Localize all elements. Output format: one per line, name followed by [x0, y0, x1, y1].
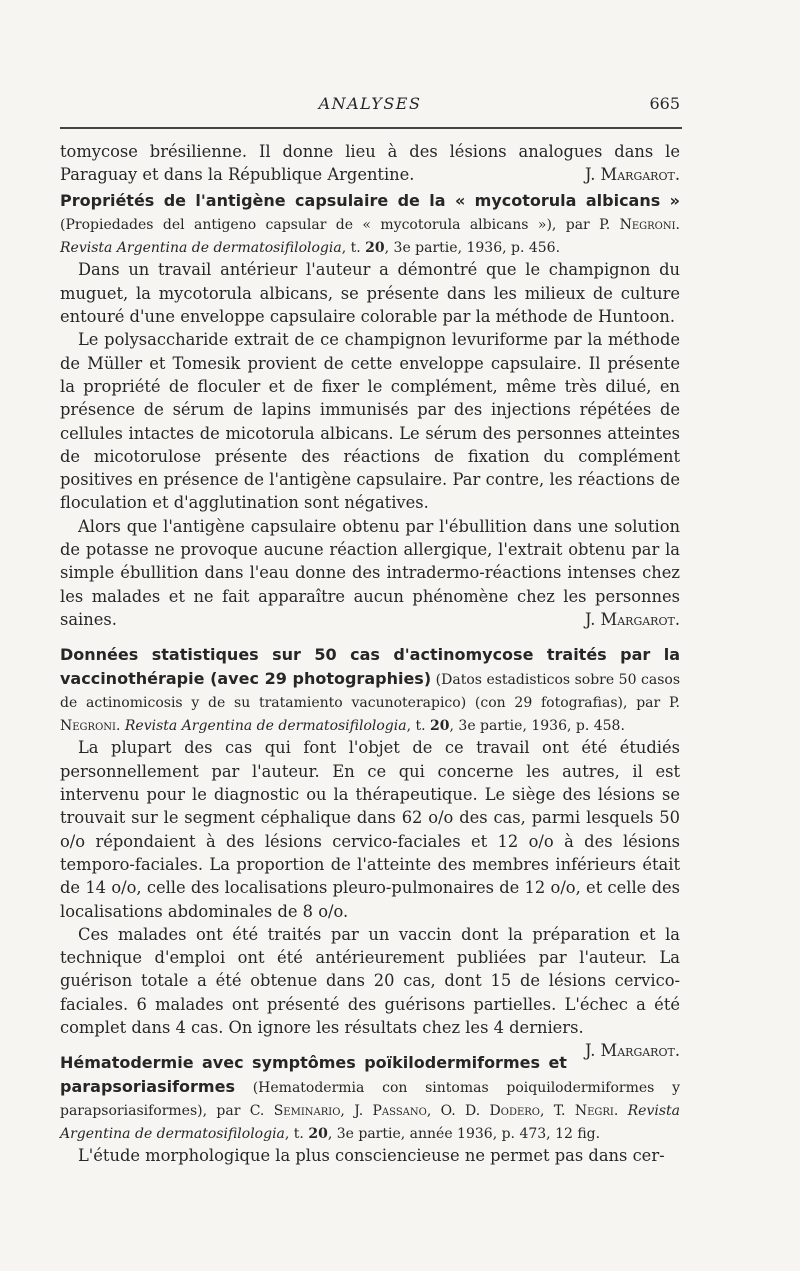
article-1-paragraph-1: Dans un travail antérieur l'auteur a démontré que le champignon du muguet, la mycotorula albicans, se présente dans les milieux de culture entouré d'une enveloppe capsulaire colorable par la méthode de Huntoon.: [60, 260, 680, 327]
article-1-heading: [60, 189, 680, 259]
article-2-title: Données statistiques sur 50 cas d'actinomycose traités par la vaccinothérapie (avec 29 photographies): [60, 645, 680, 688]
article-1-title: Propriétés de l'antigène capsulaire de la « mycotorula albicans »: [60, 190, 680, 210]
article-2-journal: Revista Argentina de dermatosifilologia: [124, 718, 407, 735]
article-3-paragraph-1: L'étude morphologique la plus consciencieuse ne permet pas dans cer-: [78, 1146, 665, 1166]
article-3-heading: [60, 1051, 680, 1144]
article-1-paragraph-2: Le polysaccharide extrait de ce champignon levuriforme par la méthode de Müller et Tomesik provient de cette enveloppe capsulaire. Il présente la propriété de floculer et de fixer le complément, même très dilué, en présence de sérum de lapins immunisés par des injections répétées de cellules intactes de micotorula albicans. Le sérum des personnes atteintes de micotorulose présente des réactions de fixation du complément positives en présence de l'antigène capsulaire. Par contre, les réactions de floculation et d'agglutination sont négatives.: [60, 330, 680, 513]
opening-signature: J. Margarot.: [584, 165, 680, 185]
article-2-ref-text: (Datos estadisticos sobre 50 casos de actinomicosis y de su tratamiento vacunoterapico) (con 29 fotografias), par: [60, 671, 681, 711]
article-1-ref-volume-prefix: , t.: [341, 240, 366, 257]
header-rule: [60, 127, 682, 129]
article-1-paragraph-3: [60, 515, 680, 631]
article-3-title: Hématodermie avec symptômes poïkilodermiformes et parapsoriasiformes: [60, 1053, 567, 1096]
running-title: ANALYSES: [318, 94, 422, 113]
article-3-ref-text: (Hematodermia con sintomas poiquilodermiformes y parapsoriasiformes), par: [60, 1079, 680, 1119]
article-2-ref-details: , 3e partie, 1936, p. 458.: [449, 718, 625, 735]
article-1-paragraph-3-text: Alors que l'antigène capsulaire obtenu par l'ébullition dans une solution de potasse ne provoque aucune réaction allergique, l'extrait obtenu par la simple ébullition dans l'eau donne des intradermo-réactions intenses chez les malades et ne fait apparaître aucun phénomène chez les personnes saines.: [60, 516, 680, 629]
article-1-volume: 20: [365, 240, 385, 257]
article-2-paragraph-2: [60, 923, 680, 1061]
opening-paragraph: [60, 140, 680, 187]
page-number: 665: [649, 94, 680, 113]
article-2-signature: J. Margarot.: [584, 1041, 680, 1061]
article-1-signature: J. Margarot.: [584, 609, 680, 629]
page-content: [60, 140, 680, 1168]
article-1-ref-text: (Propiedades del antigeno capsular de « mycotorula albicans »), par: [60, 216, 600, 233]
article-3-ref-authors: C. Seminario, J. Passano, O. D. Dodero, T. Negri.: [249, 1102, 619, 1119]
article-1-journal: Revista Argentina de dermatosifilologia: [60, 240, 342, 257]
article-2-ref-author: P. Negroni.: [60, 694, 680, 735]
opening-text: tomycose brésilienne. Il donne lieu à des lésions analogues dans le Paraguay et dans la République Argentine.: [60, 142, 680, 185]
article-3-journal: Revista Argentina de dermatosifilologia: [60, 1102, 681, 1143]
page-header: [60, 94, 680, 118]
article-3-ref-volume-prefix: , t.: [284, 1126, 309, 1143]
article-2-volume: 20: [430, 718, 450, 735]
article-3-ref-details: , 3e partie, année 1936, p. 473, 12 fig.: [327, 1126, 601, 1143]
article-3-volume: 20: [308, 1126, 328, 1143]
article-1-reference: [60, 217, 680, 256]
article-1-ref-details: , 3e partie, 1936, p. 456.: [384, 240, 561, 257]
article-2-paragraph-1: La plupart des cas qui font l'objet de ce travail ont été étudiés personnellement par l'auteur. En ce qui concerne les autres, il est intervenu pour le diagnostic ou la thérapeutique. Le siège des lésions se trouvait sur le segment céphalique dans 62 o/o des cas, parmi lesquels 50 o/o répondaient à des lésions cervico-faciales et 12 o/o à des lésions temporo-faciales. La proportion de l'atteinte des membres inférieurs était de 14 o/o, celle des localisations pleuro-pulmonaires de 12 o/o, et celle des localisations abdominales de 8 o/o.: [60, 738, 680, 921]
article-2-ref-volume-prefix: , t.: [406, 718, 431, 735]
article-1-ref-author: P. Negroni.: [599, 216, 680, 233]
article-2-paragraph-2-text: Ces malades ont été traités par un vaccin dont la préparation et la technique d'emploi ont été antérieurement publiées par l'auteur. La guérison totale a été obtenue dans 20 cas, dont 15 de lésions cervico-faciales. 6 malades ont présenté des guérisons partielles. L'échec a été complet dans 4 cas. On ignore les résultats chez les 4 derniers.: [60, 924, 680, 1037]
article-2-heading: [60, 643, 680, 736]
